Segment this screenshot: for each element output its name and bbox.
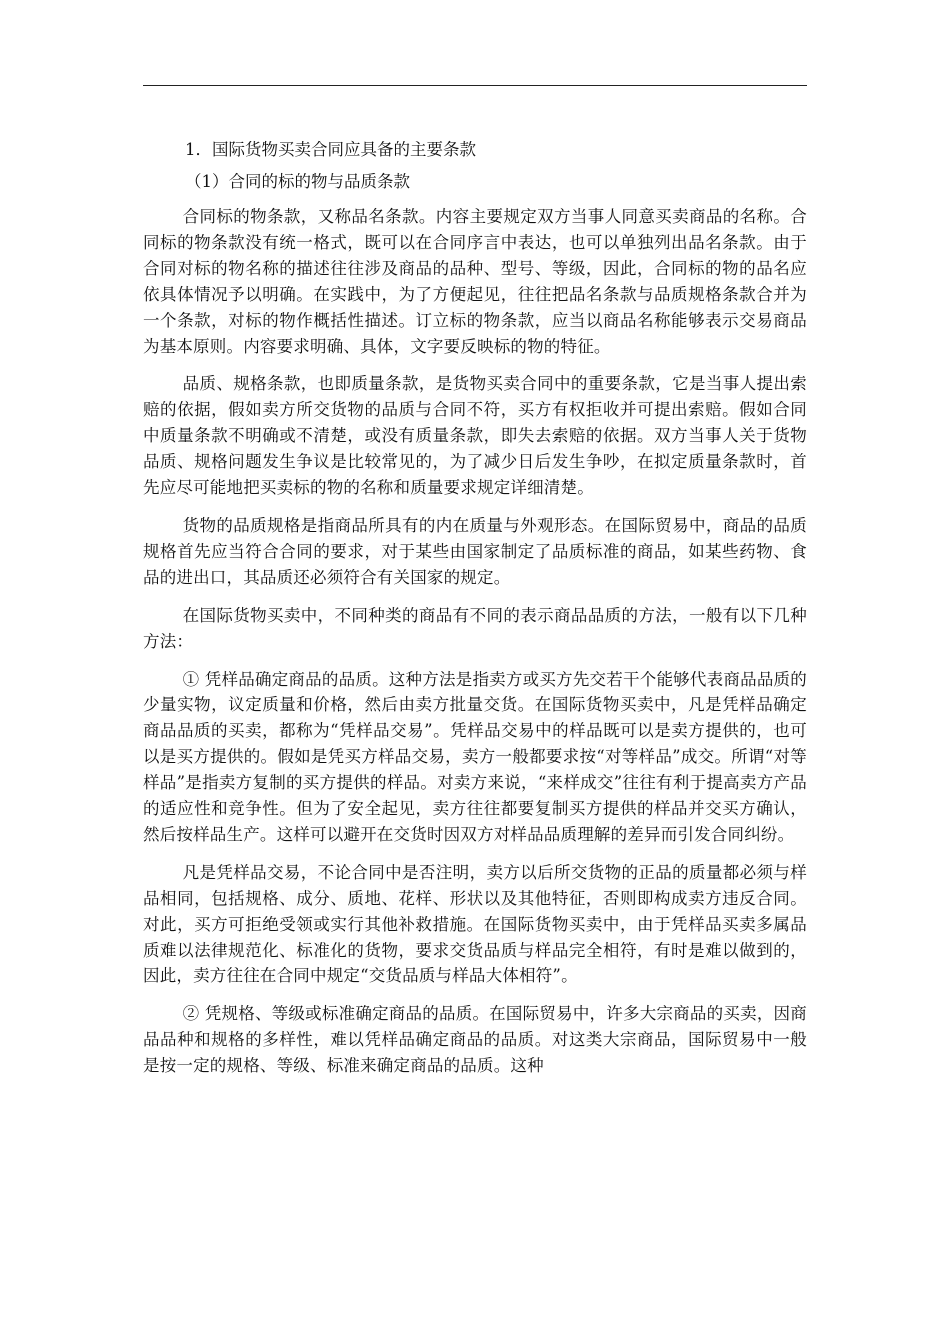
paragraph-quality-clause: 品质、规格条款，也即质量条款，是货物买卖合同中的重要条款，它是当事人提出索赔的依据，假如卖方所交货物的品质与合同不符，买方有权拒收并可提出索赔。假如合同中质量条款不明确或不清楚，或没有质量条款，即失去索赔的依据。双方当事人关于货物品质、规格问题发生争议是比较常见的，为了减少日后发生争吵，在拟定质量条款时，首先应尽可能地把买卖标的物的名称和质量要求规定详细清楚。 <box>143 374 807 498</box>
paragraph-method-by-sample: ① 凭样品确定商品的品质。这种方法是指卖方或买方先交若干个能够代表商品品质的少量实物，议定质量和价格，然后由卖方批量交货。在国际货物买卖中，凡是凭样品确定商品品质的买卖，都称为“凭样品交易”。凭样品交易中的样品既可以是卖方提供的，也可以是买方提供的。假如是凭买方样品交易，卖方一般都要求按“对等样品”成交。所谓“对等样品”是指卖方复制的买方提供的样品。对卖方来说，“来样成交”往往有利于提高卖方产品的适应性和竞争性。但为了安全起见，卖方往往都要复制买方提供的样品并交买方确认，然后按样品生产。这样可以避开在交货时因双方对样品品质理解的差异而引发合同纠纷。 <box>143 669 807 844</box>
document-body <box>143 136 807 1091</box>
paragraph-quality-specification: 货物的品质规格是指商品所具有的内在质量与外观形态。在国际贸易中，商品的品质规格首先应当符合合同的要求，对于某些由国家制定了品质标准的商品，如某些药物、食品的进出口，其品质还必须符合有关国家的规定。 <box>143 515 807 587</box>
paragraph-sample-transaction: 凡是凭样品交易，不论合同中是否注明，卖方以后所交货物的正品的质量都必须与样品相同，包括规格、成分、质地、花样、形状以及其他特征，否则即构成卖方违反合同。对此，买方可拒绝受领或实行其他补救措施。在国际货物买卖中，由于凭样品买卖多属品质难以法律规范化、标准化的货物，要求交货品质与样品完全相符，有时是难以做到的，因此，卖方往往在合同中规定“交货品质与样品大体相符”。 <box>143 862 807 986</box>
header-rule <box>143 85 807 86</box>
paragraph-method-by-specification: ② 凭规格、等级或标准确定商品的品质。在国际贸易中，许多大宗商品的买卖，因商品品种和规格的多样性，难以凭样品确定商品的品质。对这类大宗商品，国际贸易中一般是按一定的规格、等级、标准来确定商品的品质。这种 <box>143 1004 807 1076</box>
paragraph-methods-intro: 在国际货物买卖中，不同种类的商品有不同的表示商品品质的方法，一般有以下几种方法： <box>143 605 807 651</box>
section-heading: 1．国际货物买卖合同应具备的主要条款 <box>185 140 476 159</box>
paragraph-subject-matter-clause: 合同标的物条款，又称品名条款。内容主要规定双方当事人同意买卖商品的名称。合同标的物条款没有统一格式，既可以在合同序言中表达，也可以单独列出品名条款。由于合同对标的物名称的描述往往涉及商品的品种、型号、等级，因此，合同标的物的品名应依具体情况予以明确。在实践中，为了方便起见，往往把品名条款与品质规格条款合并为一个条款，对标的物作概括性描述。订立标的物条款，应当以商品名称能够表示交易商品为基本原则。内容要求明确、具体，文字要反映标的物的特征。 <box>143 207 807 356</box>
subsection-heading: （1）合同的标的物与品质条款 <box>185 172 410 191</box>
